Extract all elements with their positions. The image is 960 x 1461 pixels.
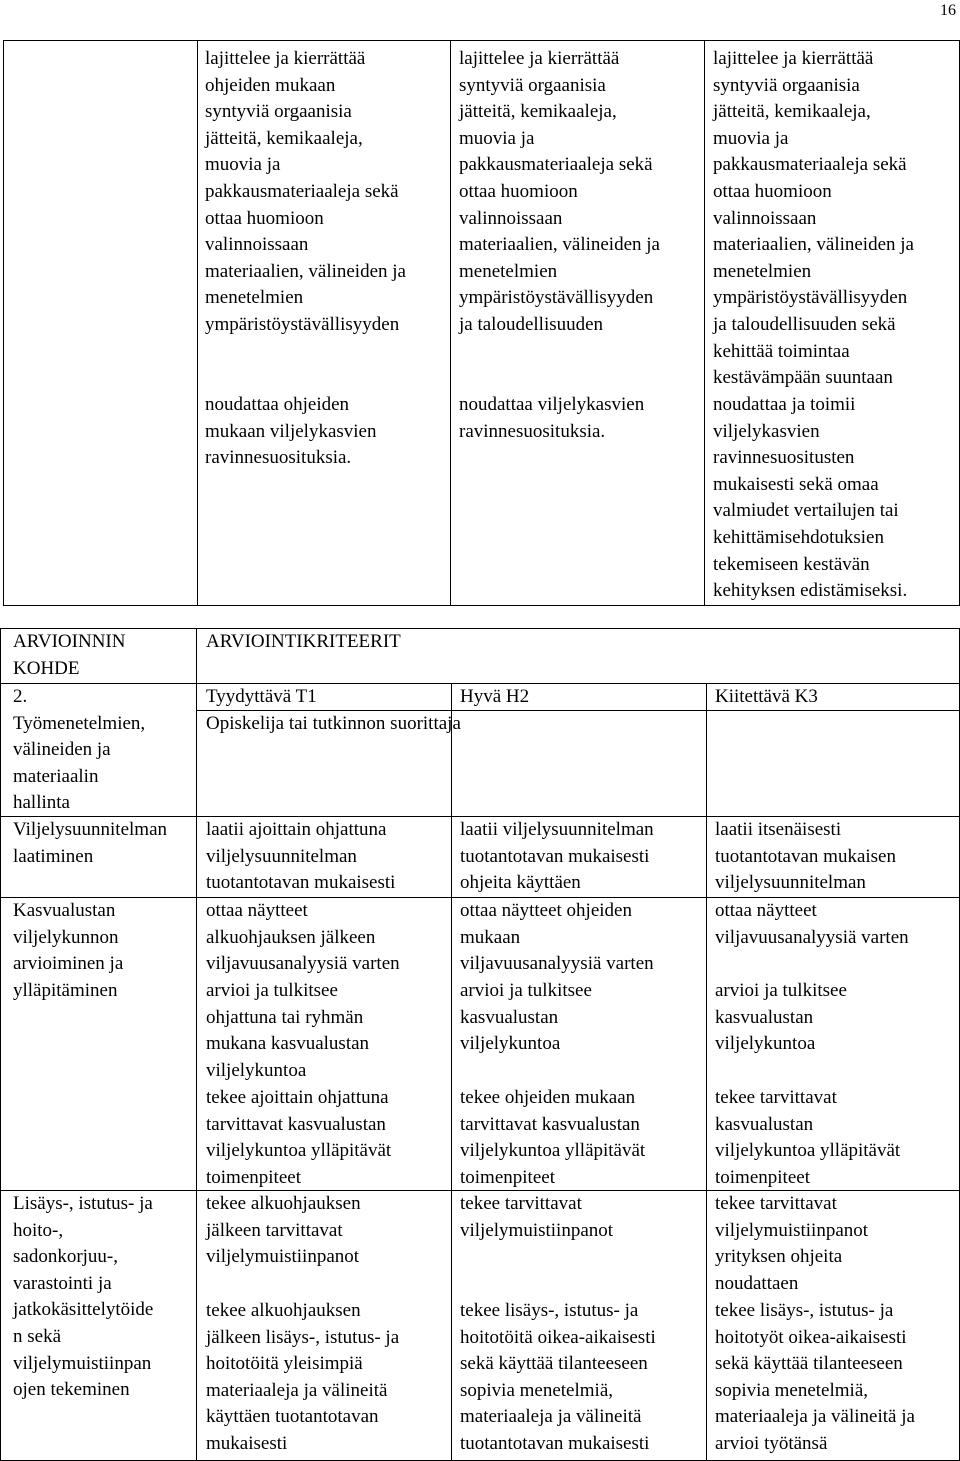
- k3-nutrient-text: noudattaa ja toimii viljelykasvien ravinnesuositusten mukaisesti sekä omaa valmiudet vertailujen tai kehittämisehdotuksien tekemiseen kestävän kehityksen edistämiseksi.: [713, 394, 908, 602]
- k3-criterion: ottaa näytteet viljavuusanalyysiä varten: [715, 900, 909, 948]
- target-propagation-work: Lisäys-, istutus- ja hoito-, sadonkorjuu-, varastointi ja jatkokäsittelytöide n sekä viljelymuistiinpan ojen tekeminen: [13, 1193, 154, 1401]
- section-heading: 2. Työmenetelmien, välineiden ja materiaalin hallinta: [13, 686, 146, 814]
- criteria-table: [0, 628, 960, 1461]
- t1-criterion: ottaa näytteet alkuohjauksen jälkeen viljavuusanalyysiä varten: [206, 900, 400, 975]
- criteria-table-continuation: [3, 40, 960, 606]
- t1-criterion: tekee alkuohjauksen jälkeen tarvittavat viljelymuistiinpanot: [206, 1193, 361, 1268]
- k3-criterion: laatii itsenäisesti tuotantotavan mukaisen viljelysuunnitelman: [715, 819, 896, 894]
- h2-criterion: tekee lisäys-, istutus- ja hoitotöitä oikea-aikaisesti sekä käyttää tilanteeseen sopivia menetelmiä, materiaaleja ja välineitä tuotantotavan mukaisesti: [460, 1300, 656, 1454]
- subject-label: Opiskelija tai tutkinnon suorittaja: [206, 713, 461, 734]
- column-divider: [197, 41, 198, 605]
- k3-criterion: tekee tarvittavat kasvualustan viljelykuntoa ylläpitävät toimenpiteet: [715, 1087, 901, 1188]
- level-t1: Tyydyttävä T1: [206, 686, 317, 707]
- h2-criterion: ottaa näytteet ohjeiden mukaan viljavuusanalyysiä varten: [460, 900, 654, 975]
- t1-recycling-text: lajittelee ja kierrättää ohjeiden mukaan syntyviä orgaanisia jätteitä, kemikaaleja, muovia ja pakkausmateriaaleja sekä ottaa huomioon valinnoissaan materiaalien, välineiden ja menetelmien ympäristöystävällisyyden: [205, 48, 406, 335]
- column-divider: [196, 628, 197, 1461]
- level-h2: Hyvä H2: [460, 686, 530, 707]
- column-divider: [0, 628, 1, 1461]
- k3-criterion: tekee lisäys-, istutus- ja hoitotyöt oikea-aikaisesti sekä käyttää tilanteeseen sopivia menetelmiä, materiaaleja ja välineitä ja arvioi työtänsä: [715, 1300, 915, 1454]
- h2-nutrient-text: noudattaa viljelykasvien ravinnesuosituksia.: [459, 394, 645, 442]
- t1-criterion: laatii ajoittain ohjattuna viljelysuunnitelman tuotantotavan mukaisesti: [206, 819, 396, 894]
- row-divider: [0, 628, 960, 629]
- column-divider: [706, 683, 707, 1461]
- page-number: 16: [940, 2, 956, 19]
- target-growing-medium: Kasvualustan viljelykunnon arvioiminen ja ylläpitäminen: [13, 900, 124, 1001]
- h2-criterion: arvioi ja tulkitsee kasvualustan viljelykuntoa: [460, 980, 592, 1055]
- t1-nutrient-text: noudattaa ohjeiden mukaan viljelykasvien ravinnesuosituksia.: [205, 394, 377, 469]
- h2-criterion: tekee tarvittavat viljelymuistiinpanot: [460, 1193, 614, 1241]
- k3-criterion: tekee tarvittavat viljelymuistiinpanot yrityksen ohjeita noudattaen: [715, 1193, 869, 1294]
- k3-recycling-text: lajittelee ja kierrättää syntyviä orgaanisia jätteitä, kemikaaleja, muovia ja pakkausmateriaaleja sekä ottaa huomioon valinnoissaan materiaalien, välineiden ja menetelmien ympäristöystävällisyyden ja taloudellisuuden sekä kehittää toimintaa kestävämpään suuntaan: [713, 48, 914, 389]
- header-assessment-criteria: ARVIOINTIKRITEERIT: [206, 631, 401, 652]
- column-divider: [451, 683, 452, 1461]
- t1-criterion: tekee ajoittain ohjattuna tarvittavat kasvualustan viljelykuntoa ylläpitävät toimenpiteet: [206, 1087, 392, 1188]
- h2-recycling-text: lajittelee ja kierrättää syntyviä orgaanisia jätteitä, kemikaaleja, muovia ja pakkausmateriaaleja sekä ottaa huomioon valinnoissaan materiaalien, välineiden ja menetelmien ympäristöystävällisyyden ja taloudellisuuden: [459, 48, 660, 335]
- header-assessment-target: ARVIOINNIN KOHDE: [13, 631, 126, 679]
- target-cultivation-plan: Viljelysuunnitelman laatiminen: [13, 819, 168, 867]
- h2-criterion: tekee ohjeiden mukaan tarvittavat kasvualustan viljelykuntoa ylläpitävät toimenpiteet: [460, 1087, 646, 1188]
- column-divider: [450, 41, 451, 605]
- level-k3: Kiitettävä K3: [715, 686, 818, 707]
- k3-criterion: arvioi ja tulkitsee kasvualustan viljelykuntoa: [715, 980, 847, 1055]
- column-divider: [704, 41, 705, 605]
- h2-criterion: laatii viljelysuunnitelman tuotantotavan mukaisesti ohjeita käyttäen: [460, 819, 654, 894]
- t1-criterion: tekee alkuohjauksen jälkeen lisäys-, istutus- ja hoitotöitä yleisimpiä materiaaleja ja välineitä käyttäen tuotantotavan mukaisesti: [206, 1300, 400, 1454]
- t1-criterion: arvioi ja tulkitsee ohjattuna tai ryhmän mukana kasvualustan viljelykuntoa: [206, 980, 370, 1081]
